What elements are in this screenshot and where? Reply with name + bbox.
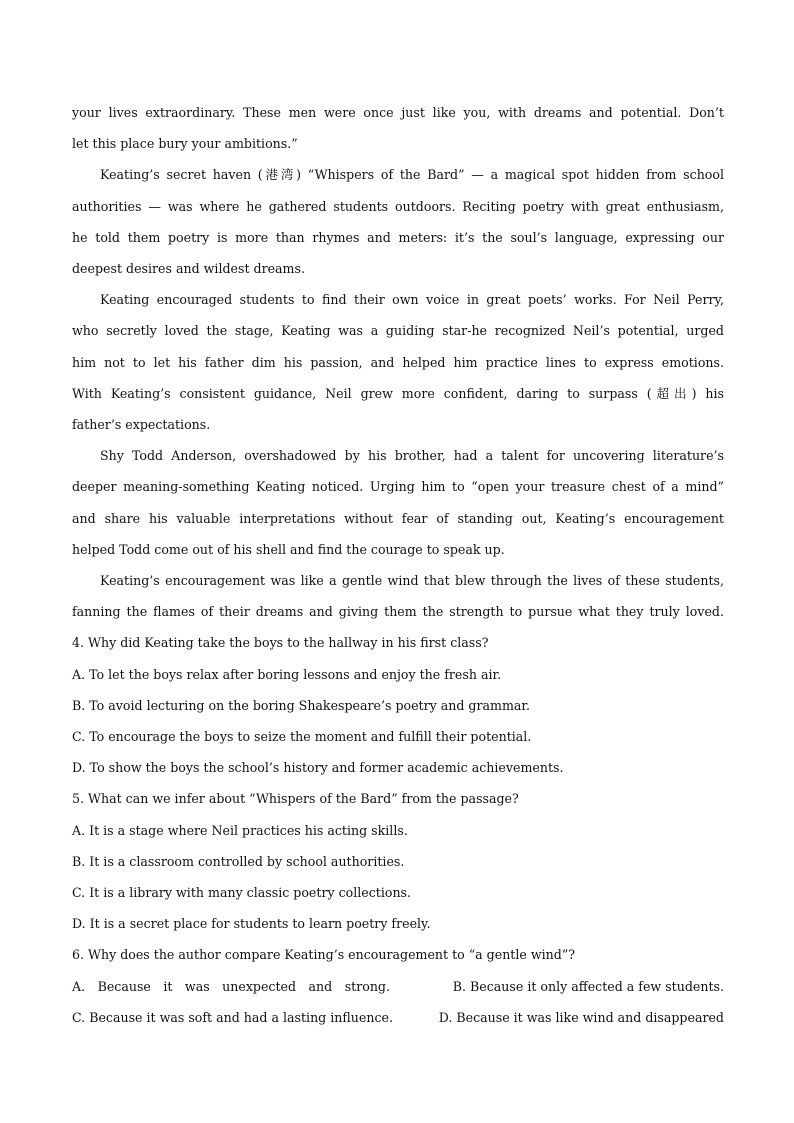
paragraph-start-line: Shy Todd Anderson, overshadowed by his brother, had a talent for uncovering literature’s: [100, 448, 724, 464]
answer-option-a[interactable]: A. Because it was unexpected and strong.: [72, 978, 390, 994]
paragraph-start-line: Keating’s encouragement was like a gentle wind that blew through the lives of these students,: [100, 573, 724, 589]
document-page: [72, 97, 724, 1033]
passage-line: and share his valuable interpretations without fear of standing out, Keating’s encouragement: [72, 510, 724, 526]
passage-line: your lives extraordinary. These men were once just like you, with dreams and potential. Don’t: [72, 105, 724, 120]
passage-line: who secretly loved the stage, Keating was a guiding star-he recognized Neil’s potential, urged: [72, 323, 724, 339]
passage-line: him not to let his father dim his passion, and helped him practice lines to express emotions.: [72, 354, 724, 370]
answer-option-c[interactable]: C. It is a library with many classic poetry collections.: [72, 885, 412, 901]
answer-option-d[interactable]: D. Because it was like wind and disappeared: [438, 1009, 724, 1025]
answer-option-b[interactable]: B. Because it only affected a few students.: [452, 978, 724, 994]
answer-option-d[interactable]: D. It is a secret place for students to learn poetry freely.: [72, 916, 431, 932]
question-stem: 4. Why did Keating take the boys to the hallway in his first class?: [72, 635, 489, 651]
answer-option-d[interactable]: D. To show the boys the school’s history and former academic achievements.: [72, 760, 564, 776]
answer-option-b[interactable]: B. It is a classroom controlled by school authorities.: [72, 853, 405, 869]
question-5: [72, 783, 724, 939]
passage-line: he told them poetry is more than rhymes and meters: it’s the soul’s language, expressing our: [72, 229, 724, 245]
question-4: [72, 627, 724, 783]
answer-option-a[interactable]: A. It is a stage where Neil practices his acting skills.: [72, 822, 408, 838]
passage-line: With Keating’s consistent guidance, Neil grew more confident, daring to surpass (超出) his: [72, 385, 724, 401]
passage-line: deepest desires and wildest dreams.: [72, 261, 305, 277]
passage-line: deeper meaning-something Keating noticed. Urging him to “open your treasure chest of a mind”: [72, 479, 724, 495]
passage-line: let this place bury your ambitions.”: [72, 136, 298, 152]
options-row: [72, 971, 724, 1002]
answer-option-b[interactable]: B. To avoid lecturing on the boring Shakespeare’s poetry and grammar.: [72, 697, 531, 713]
paragraph-start-line: Keating encouraged students to find their own voice in great poets’ works. For Neil Perry,: [100, 292, 724, 308]
paragraph-start-line: Keating’s secret haven (港湾) “Whispers of the Bard” — a magical spot hidden from school: [100, 167, 724, 183]
options-row: [72, 1002, 724, 1033]
passage-line: helped Todd come out of his shell and find the courage to speak up.: [72, 541, 505, 557]
passage-line: fanning the flames of their dreams and giving them the strength to pursue what they truly loved.: [72, 604, 724, 620]
passage-line: authorities — was where he gathered students outdoors. Reciting poetry with great enthusiasm,: [72, 198, 724, 214]
answer-option-a[interactable]: A. To let the boys relax after boring lessons and enjoy the fresh air.: [72, 666, 502, 682]
reading-passage: [72, 97, 724, 627]
question-stem: 5. What can we infer about “Whispers of the Bard” from the passage?: [72, 791, 519, 807]
question-6: [72, 939, 724, 1033]
passage-line: father’s expectations.: [72, 417, 211, 433]
answer-option-c[interactable]: C. Because it was soft and had a lasting influence.: [72, 1009, 393, 1025]
question-stem: 6. Why does the author compare Keating’s encouragement to “a gentle wind”?: [72, 947, 576, 963]
answer-option-c[interactable]: C. To encourage the boys to seize the moment and fulfill their potential.: [72, 729, 532, 745]
